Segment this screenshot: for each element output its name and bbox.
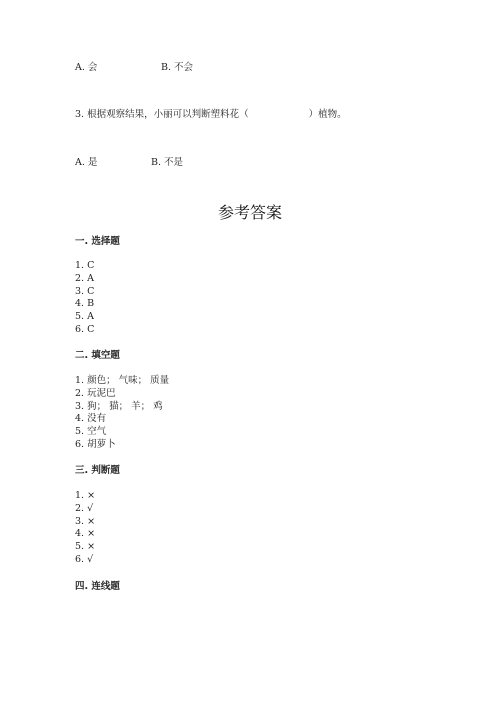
answer-item: 2. √ bbox=[75, 502, 94, 514]
answer-item: 2. 玩泥巴 bbox=[75, 387, 116, 399]
answer-item: 4. 没有 bbox=[75, 413, 107, 425]
answer-item: 6. √ bbox=[75, 553, 94, 565]
question2-option-b: B. 不会 bbox=[161, 62, 194, 73]
question3-option-b: B. 不是 bbox=[151, 157, 184, 168]
section-heading-choice: 一. 选择题 bbox=[75, 236, 120, 247]
answer-item: 4. × bbox=[75, 528, 96, 540]
question3-text-after: ）植物。 bbox=[308, 109, 347, 120]
answer-item: 2. A bbox=[75, 272, 94, 284]
answer-item: 4. B bbox=[75, 298, 95, 310]
answer-item: 1. 颜色； 气味； 质量 bbox=[75, 375, 170, 386]
answer-item: 3. × bbox=[75, 515, 96, 527]
section-heading-matching: 四. 连线题 bbox=[75, 581, 120, 592]
answer-item: 6. 胡萝卜 bbox=[75, 438, 116, 450]
answer-item: 5. 空气 bbox=[75, 426, 107, 438]
answer-item: 3. 狗； 猫； 羊； 鸡 bbox=[75, 400, 163, 412]
question3-option-a: A. 是 bbox=[75, 157, 98, 168]
answer-item: 5. × bbox=[75, 541, 96, 553]
section-true-false-answers bbox=[75, 490, 95, 567]
answer-key-title: 参考答案 bbox=[217, 203, 282, 222]
section-fill-blank-answers bbox=[75, 375, 169, 452]
answer-item: 1. C bbox=[75, 260, 95, 271]
question3-text-before: 3. 根据观察结果，小丽可以判断塑料花（ bbox=[75, 109, 249, 120]
answer-item: 5. A bbox=[75, 311, 94, 323]
answer-item: 1. × bbox=[75, 490, 96, 501]
question2-option-a: A. 会 bbox=[75, 62, 98, 73]
answer-item: 6. C bbox=[75, 323, 95, 335]
answer-item: 3. C bbox=[75, 285, 95, 297]
section-heading-true-false: 三. 判断题 bbox=[75, 465, 120, 476]
question3-text bbox=[75, 109, 347, 121]
section-heading-fill-blank: 二. 填空题 bbox=[75, 350, 120, 361]
section-choice-answers bbox=[75, 260, 94, 337]
